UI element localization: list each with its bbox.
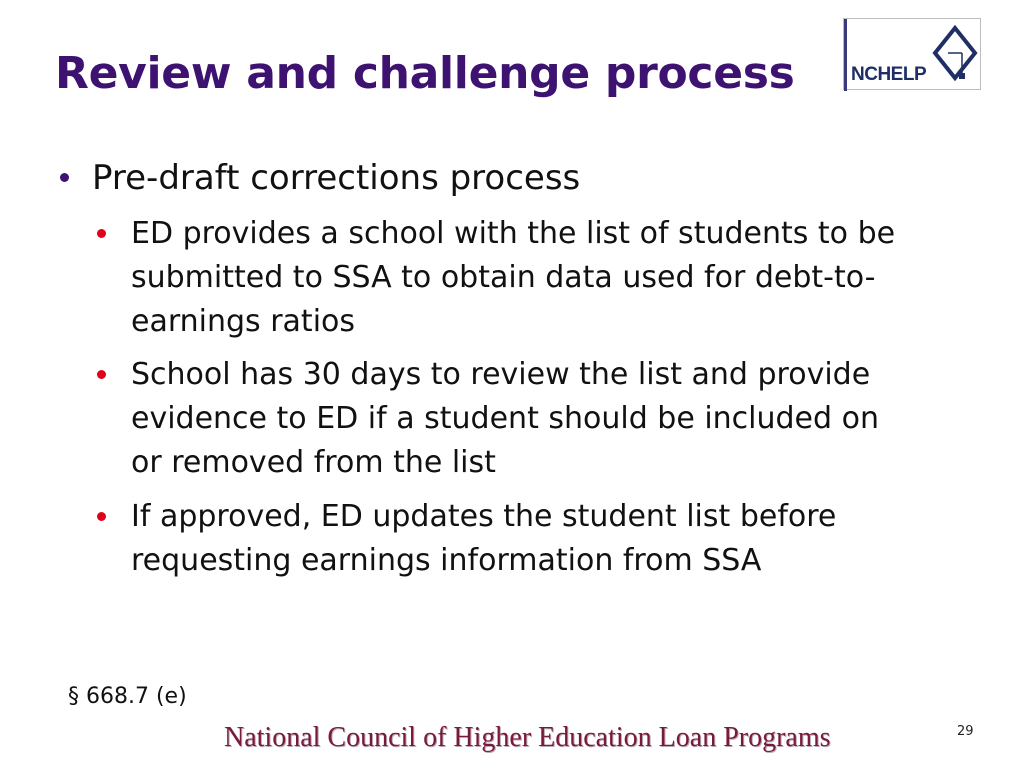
logo-text: NCHELP: [851, 64, 927, 85]
bullet-dot: [60, 173, 69, 182]
nchelp-logo: [843, 18, 981, 90]
sub-bullet-dot: [97, 229, 106, 238]
page-number: 29: [957, 724, 974, 739]
bullet-level1: [60, 155, 960, 201]
sub-bullet: [95, 495, 915, 583]
sub-bullet-dot: [97, 370, 106, 379]
slide-title: Review and challenge process: [55, 48, 795, 99]
sub-bullet: [95, 353, 915, 485]
sub-bullet-dot: [97, 512, 106, 521]
sub-bullet: [95, 212, 915, 344]
footer-organization: National Council of Higher Education Loan Programs: [224, 722, 831, 753]
sub-bullet-text: If approved, ED updates the student list before requesting earnings information from SSA: [131, 499, 837, 578]
bullet-text: Pre-draft corrections process: [92, 158, 581, 198]
regulation-citation: § 668.7 (e): [68, 684, 187, 709]
logo-accent-bar: [844, 19, 847, 91]
sub-bullet-text: ED provides a school with the list of students to be submitted to SSA to obtain data used for debt-to-earnings ratios: [131, 216, 896, 339]
house-graduation-icon: [932, 25, 978, 83]
sub-bullet-text: School has 30 days to review the list and provide evidence to ED if a student should be included on or removed from the list: [131, 357, 879, 480]
